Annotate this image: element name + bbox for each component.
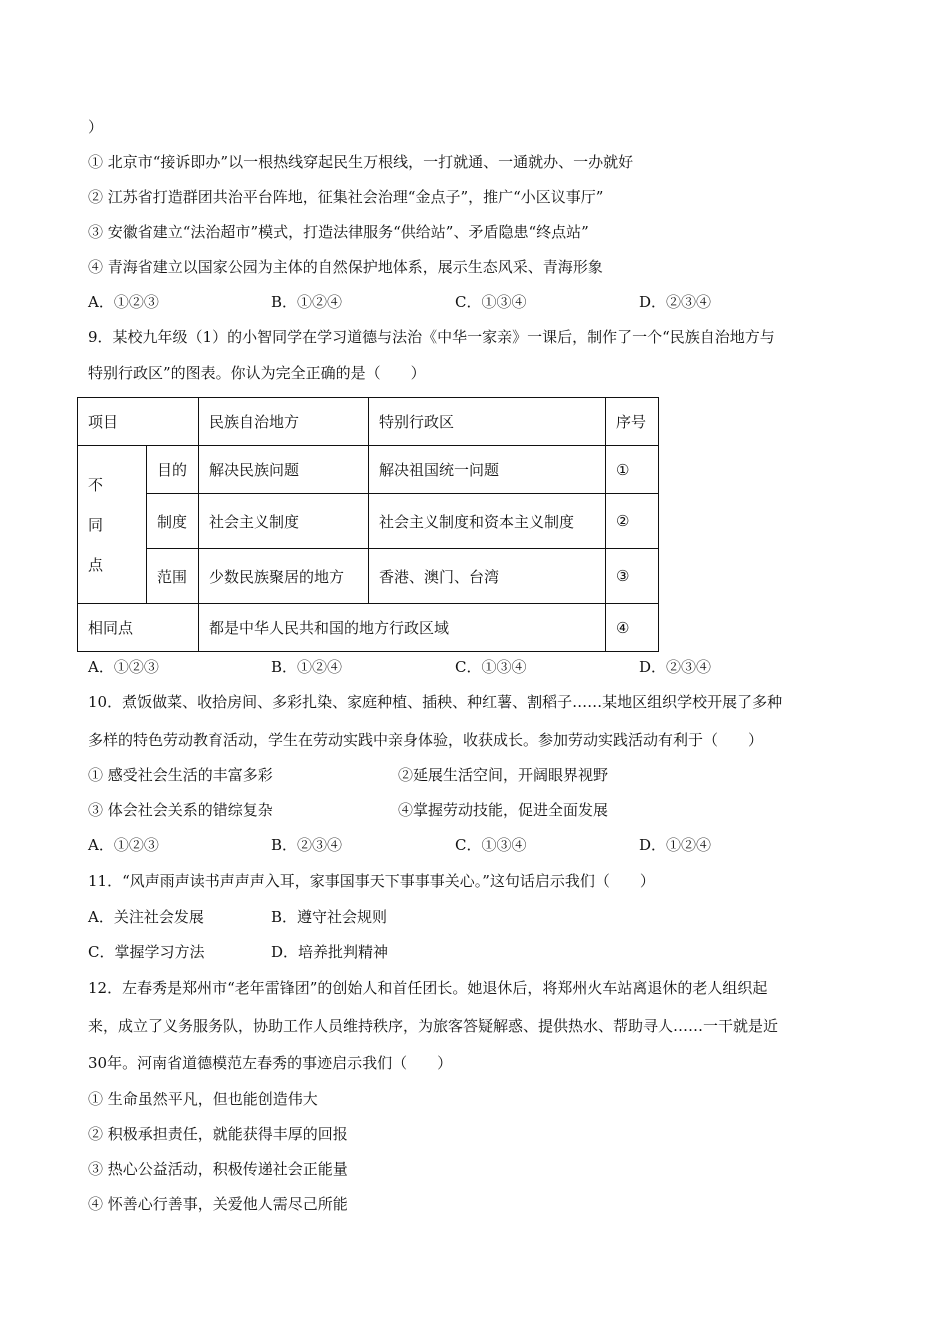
q11-option-d: D．培养批判精神	[271, 943, 389, 961]
table-header-item: 项目	[78, 398, 199, 446]
q12-stem-line3: 30年。河南省道德模范左春秀的事迹启示我们（ ）	[88, 1054, 453, 1072]
q10-stem-line2: 多样的特色劳动教育活动，学生在劳动实践中亲身体验，收获成长。参加劳动实践活动有利于（ ）	[88, 731, 764, 749]
table-diff-label: 不同点	[78, 446, 147, 604]
q12-item-4: ④ 怀善心行善事，关爱他人需尽己所能	[88, 1195, 348, 1213]
q10-item-4: ④掌握劳动技能，促进全面发展	[398, 801, 609, 819]
table-cell: 解决祖国统一问题	[369, 446, 606, 494]
q10-option-d: D．①②④	[639, 836, 712, 854]
q8-option-c: C．①③④	[455, 293, 527, 311]
q8-item-1: ① 北京市“接诉即办”以一根热线穿起民生万根线，一打就通、一通就办、一办就好	[88, 153, 634, 171]
q8-item-2: ② 江苏省打造群团共治平台阵地，征集社会治理“金点子”，推广“小区议事厅”	[88, 188, 604, 206]
q11-stem: 11．“风声雨声读书声声声入耳，家事国事天下事事事关心。”这句话启示我们（ ）	[88, 872, 655, 890]
q12-stem-line1: 12．左春秀是郑州市“老年雷锋团”的创始人和首任团长。她退休后，将郑州火车站离退休的老人组织起	[88, 979, 768, 997]
q9-option-d: D．②③④	[639, 658, 712, 676]
q11-option-b: B．遵守社会规则	[271, 908, 388, 926]
table-cell: 香港、澳门、台湾	[369, 549, 606, 604]
q9-option-a: A．①②③	[88, 658, 159, 676]
q10-item-1: ① 感受社会生活的丰富多彩	[88, 766, 273, 784]
table-header-number: 序号	[606, 398, 659, 446]
table-header-sar: 特别行政区	[369, 398, 606, 446]
q11-option-c: C．掌握学习方法	[88, 943, 205, 961]
table-cell: 社会主义制度	[199, 494, 369, 549]
table-same-text: 都是中华人民共和国的地方行政区域	[199, 604, 606, 652]
q11-option-a: A．关注社会发展	[88, 908, 204, 926]
table-cell: 少数民族聚居的地方	[199, 549, 369, 604]
q10-option-b: B．②③④	[271, 836, 343, 854]
q10-item-2: ②延展生活空间，开阔眼界视野	[398, 766, 609, 784]
q9-comparison-table	[77, 397, 659, 652]
q12-item-3: ③ 热心公益活动，积极传递社会正能量	[88, 1160, 348, 1178]
table-cell-number: ①	[606, 446, 659, 494]
q8-item-4: ④ 青海省建立以国家公园为主体的自然保护地体系，展示生态风采、青海形象	[88, 258, 603, 276]
q10-option-a: A．①②③	[88, 836, 159, 854]
table-cell: 社会主义制度和资本主义制度	[369, 494, 606, 549]
table-cell-number: ②	[606, 494, 659, 549]
q10-item-3: ③ 体会社会关系的错综复杂	[88, 801, 273, 819]
table-same-label: 相同点	[78, 604, 199, 652]
q10-stem-line1: 10．煮饭做菜、收拾房间、多彩扎染、家庭种植、插秧、种红薯、割稻子……某地区组织学校开展了多种	[88, 693, 783, 711]
q12-item-2: ② 积极承担责任，就能获得丰厚的回报	[88, 1125, 348, 1143]
table-cell-number: ③	[606, 549, 659, 604]
table-row-key: 范围	[147, 549, 199, 604]
q8-option-d: D．②③④	[639, 293, 712, 311]
q9-option-b: B．①②④	[271, 658, 343, 676]
table-cell-number: ④	[606, 604, 659, 652]
table-row-key: 制度	[147, 494, 199, 549]
q9-stem-line1: 9．某校九年级（1）的小智同学在学习道德与法治《中华一家亲》一课后，制作了一个“民族自治地方与	[88, 328, 775, 346]
q8-option-b: B．①②④	[271, 293, 343, 311]
q9-option-c: C．①③④	[455, 658, 527, 676]
table-cell: 解决民族问题	[199, 446, 369, 494]
q8-option-a: A．①②③	[88, 293, 159, 311]
q10-option-c: C．①③④	[455, 836, 527, 854]
q8-stem-end: ）	[88, 118, 104, 136]
q12-stem-line2: 来，成立了义务服务队，协助工作人员维持秩序，为旅客答疑解惑、提供热水、帮助寻人……一干就是近	[88, 1017, 779, 1035]
q9-stem-line2: 特别行政区”的图表。你认为完全正确的是（ ）	[88, 364, 426, 382]
table-row-key: 目的	[147, 446, 199, 494]
q12-item-1: ① 生命虽然平凡，但也能创造伟大	[88, 1090, 318, 1108]
table-header-autonomous: 民族自治地方	[199, 398, 369, 446]
q8-item-3: ③ 安徽省建立“法治超市”模式，打造法律服务“供给站”、矛盾隐患“终点站”	[88, 223, 589, 241]
